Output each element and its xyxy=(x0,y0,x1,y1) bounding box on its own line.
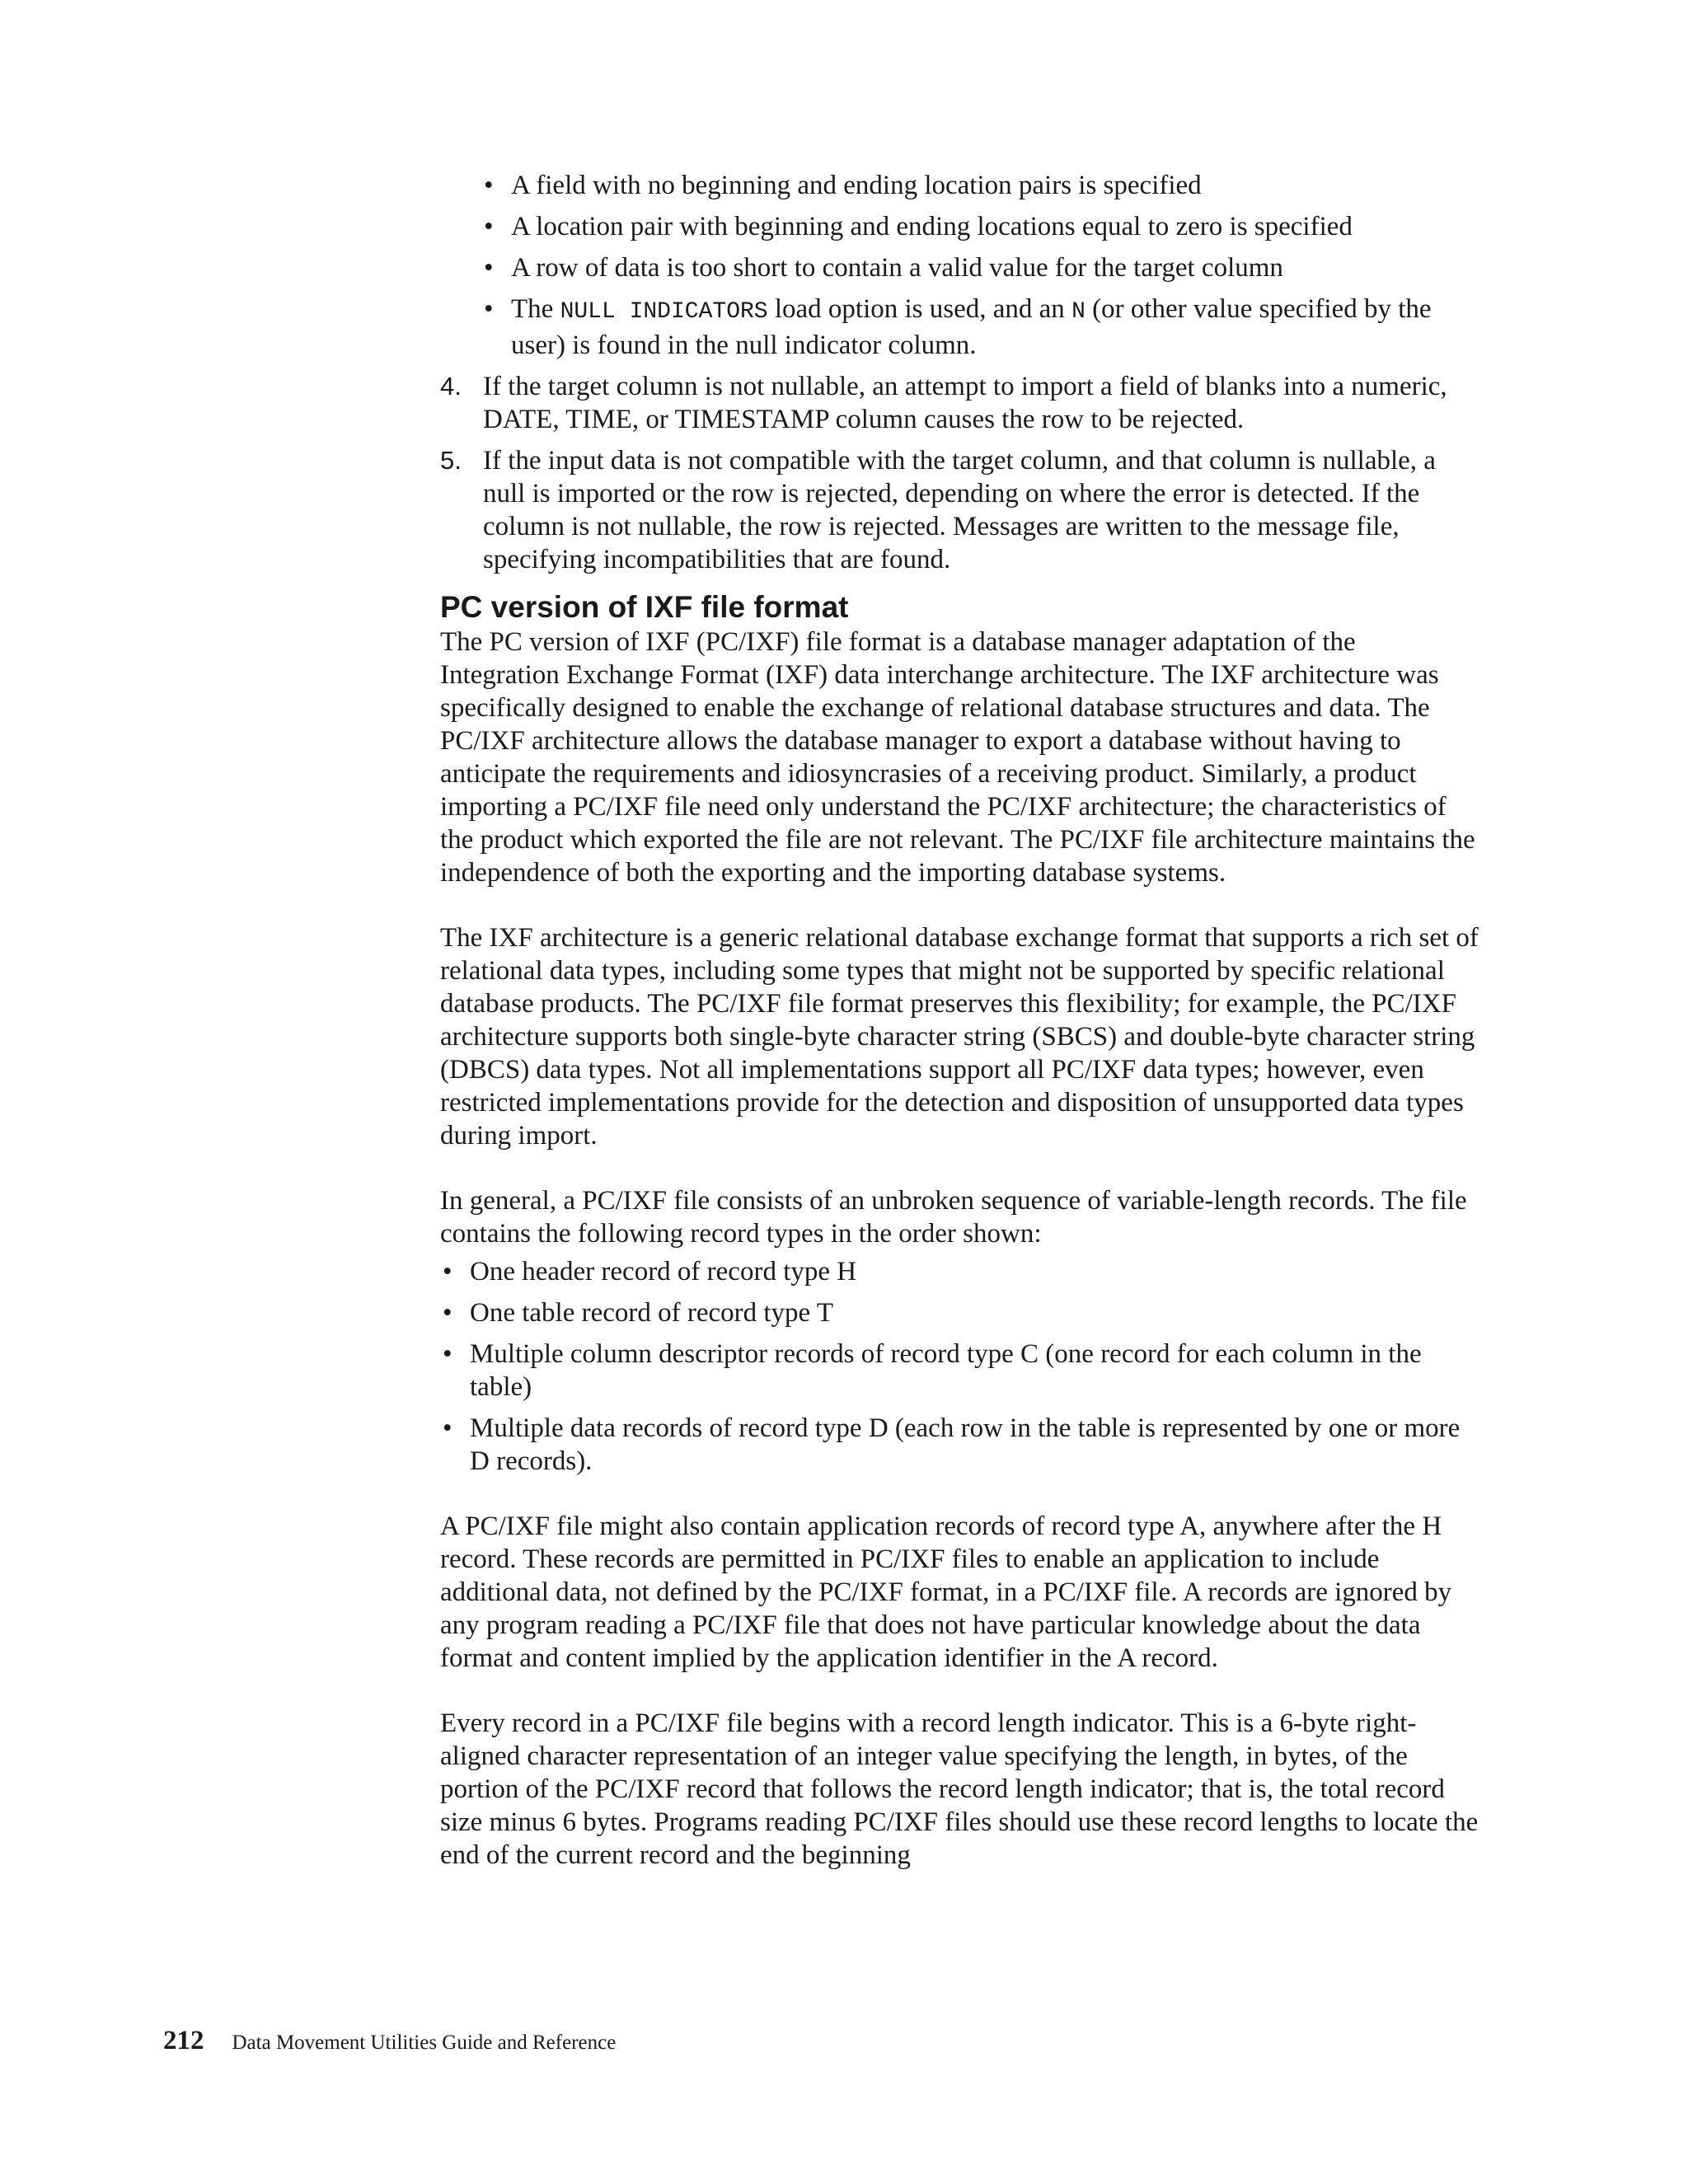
step-text: If the target column is not nullable, an attempt to import a field of blanks into a numeric, DATE, TIME, or TIMESTAMP column causes the row to be rejected. xyxy=(483,372,1447,434)
list-item: • A row of data is too short to contain a valid value for the target column xyxy=(511,251,1479,284)
list-item: • One table record of record type T xyxy=(470,1296,1479,1329)
document-title: Data Movement Utilities Guide and Reference xyxy=(232,2032,617,2054)
text-run: load option is used, and an xyxy=(767,294,1072,324)
page-footer xyxy=(163,2026,1152,2056)
step-number: 4. xyxy=(440,372,462,401)
page-body xyxy=(440,169,1479,1904)
list-item xyxy=(511,293,1479,362)
paragraph: A PC/IXF file might also contain application records of record type A, anywhere after the H record. These records are permitted in PC/IXF files to enable an application to include additional data, not defined by the PC/IXF format, in a PC/IXF file. A records are ignored by any program reading a PC/IXF file that does not have particular knowledge about the data format and content implied by the application identifier in the A record. xyxy=(440,1511,1452,1673)
code-n: N xyxy=(1071,299,1085,325)
paragraph: In general, a PC/IXF file consists of an unbroken sequence of variable-length records. The file contains the following record types in the order shown: xyxy=(440,1186,1467,1249)
step-item xyxy=(440,444,1479,576)
step-text: If the input data is not compatible with the target column, and that column is nullable, a null is imported or the row is rejected, depending on where the error is detected. If the column is not nullable, the row is rejected. Messages are written to the message file, specifying incompatibilities that are found. xyxy=(483,446,1436,574)
list-item: • Multiple data records of record type D (each row in the table is represented by one or more D records). xyxy=(470,1412,1479,1478)
section-heading: PC version of IXF file format xyxy=(440,590,849,624)
text-run: (or other value specified by the user) is found in the null indicator column. xyxy=(511,294,1432,360)
error-conditions-list xyxy=(440,169,1479,362)
numbered-steps xyxy=(440,370,1479,576)
code-null-indicators: NULL INDICATORS xyxy=(560,299,768,325)
list-item: • One header record of record type H xyxy=(470,1255,1479,1288)
paragraph: The PC version of IXF (PC/IXF) file format is a database manager adaptation of the Integration Exchange Format (IXF) data interchange architecture. The IXF architecture was specifically designed to enable the exchange of relational database structures and data. The PC/IXF architecture allows the database manager to export a database without having to anticipate the requirements and idiosyncrasies of a receiving product. Similarly, a product importing a PC/IXF file need only understand the PC/IXF architecture; the characteristics of the product which exported the file are not relevant. The PC/IXF file architecture maintains the independence of both the exporting and the importing database systems. xyxy=(440,627,1475,888)
text-run: The xyxy=(511,294,560,324)
page-number: 212 xyxy=(163,2026,204,2055)
list-item: • A location pair with beginning and ending locations equal to zero is specified xyxy=(511,210,1479,243)
list-item: • Multiple column descriptor records of record type C (one record for each column in the table) xyxy=(470,1338,1479,1404)
list-item: • A field with no beginning and ending location pairs is specified xyxy=(511,169,1479,202)
record-types-list xyxy=(440,1255,1479,1478)
step-number: 5. xyxy=(440,446,462,475)
paragraph: The IXF architecture is a generic relational database exchange format that supports a rich set of relational data types, including some types that might not be supported by specific relational database products. The PC/IXF file format preserves this flexibility; for example, the PC/IXF architecture supports both single-byte character string (SBCS) and double-byte character string (DBCS) data types. Not all implementations support all PC/IXF data types; however, even restricted implementations provide for the detection and disposition of unsupported data types during import. xyxy=(440,923,1479,1151)
step-item xyxy=(440,370,1479,436)
paragraph: Every record in a PC/IXF file begins with a record length indicator. This is a 6-byte right-aligned character representation of an integer value specifying the length, in bytes, of the portion of the PC/IXF record that follows the record length indicator; that is, the total record size minus 6 bytes. Programs reading PC/IXF files should use these record lengths to locate the end of the current record and the beginning xyxy=(440,1708,1479,1870)
